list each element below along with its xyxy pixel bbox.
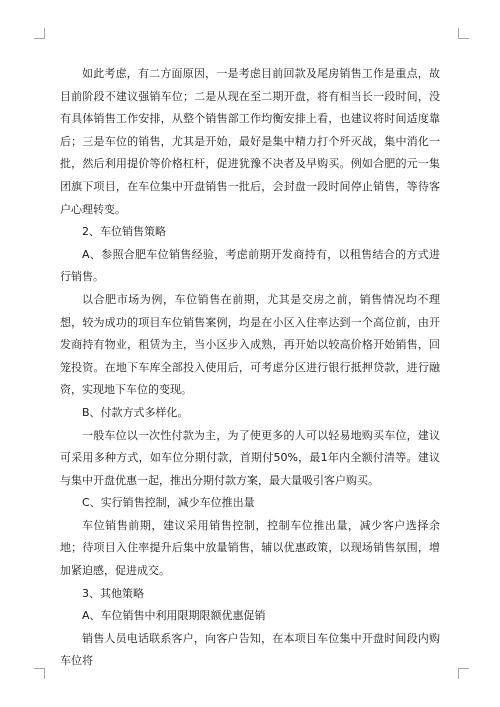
paragraph-payment-methods: 一般车位以一次性付款为主，为了使更多的人可以轻易地购买车位，建议可采用多种方式，如车位分期付款，首期付50%，最1年内全额付清等。建议与集中开盘优惠一起，推出分期付款方案，最大量吸引客户购买。 [60,428,440,487]
other-strategy-a-title: A、车位销售中利用限期限额优惠促销 [82,609,266,623]
paragraph-reasons: 如此考虑，有二方面原因，一是考虑目前回款及尾房销售工作是重点，故目前阶段不建议强销车位；二是从现在至二期开盘，将有相当长一段时间，没有具体销售工作安排，从整个销售部工作均衡安排上看，也建议将时间适度靠后；三是车位的销售，尤其是开始，最好是集中精力打个歼灭战，集中消化一批，然后利用提价等价格杠杆，促进犹豫不决者及早购买。例如合肥的元一集团旗下项目，在车位集中开盘销售一批后，会封盘一段时间停止销售，等待客户心理转变。 [60,67,440,216]
strategy-a-title: A、参照合肥车位销售经验，考虑前期开发商持有，以租售结合的方式进行销售。 [60,247,440,284]
document-body [60,63,440,673]
crop-mark-bottom-right [458,668,469,679]
strategy-c-title: C、实行销售控制，减少车位推出量 [82,496,255,510]
paragraph-hefei-market: 以合肥市场为例，车位销售在前期，尤其是交房之前，销售情况均不理想，较为成功的项目车位销售案例，均是在小区入住率达到一个高位前，由开发商持有物业，租赁为主，当小区步入成熟，再开始以较高价格开始销售，回笼投资。在地下车库全部投入使用后，可考虑分区进行银行抵押贷款，进行融资，实现地下车位的变现。 [60,292,440,397]
crop-mark-bottom-left [34,668,45,679]
strategy-b-title: B、付款方式多样化。 [82,405,189,419]
heading-parking-sales-strategy: 2、车位销售策略 [82,225,166,239]
crop-mark-top-left [34,28,45,39]
crop-mark-top-right [458,28,469,39]
heading-other-strategies: 3、其他策略 [82,586,144,600]
paragraph-sales-control: 车位销售前期，建议采用销售控制，控制车位推出量，减少客户选择余地；待项目入住率提升后集中放量销售，辅以优惠政策，以现场销售氛围，增加紧迫感，促进成交。 [60,518,440,578]
paragraph-phone-contact: 销售人员电话联系客户，向客户告知，在本项目车位集中开盘时间段内购车位将 [60,631,440,668]
